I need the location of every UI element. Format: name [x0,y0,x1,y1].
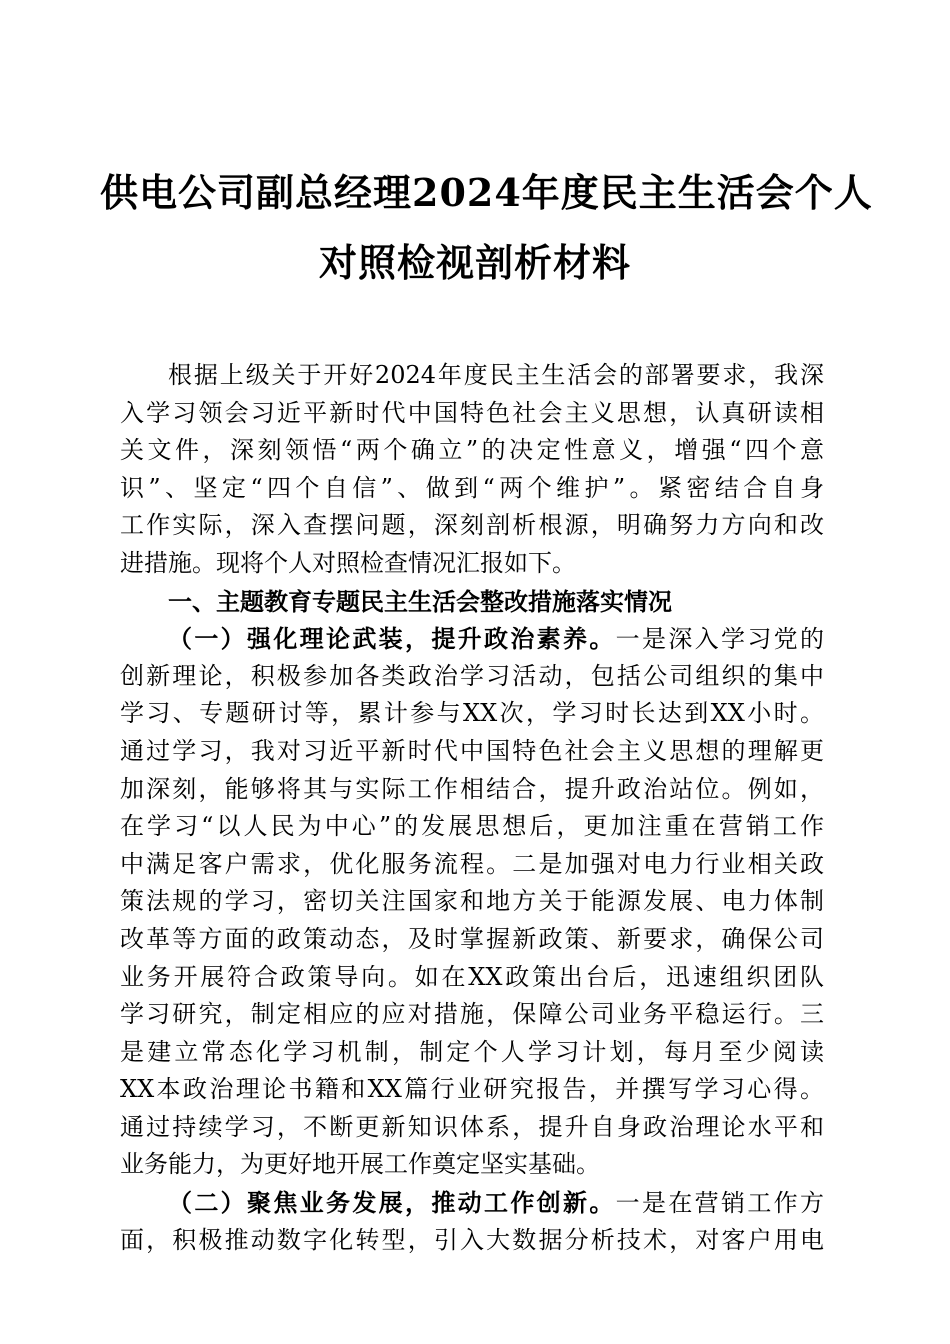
item1-line: 通过学习，我对习近平新时代中国特色社会主义思想的理解更 [120,736,824,765]
item2-lead: （二）聚焦业务发展，推动工作创新。 [168,1188,616,1218]
item1-line: 中满足客户需求，优化服务流程。二是加强对电力行业相关政 [120,849,824,878]
intro-line: 入学习领会习近平新时代中国特色社会主义思想，认真研读相 [120,398,824,427]
item2-first-rest: 一是在营销工作方 [615,1189,825,1218]
section-heading: 一、主题教育专题民主生活会整改措施落实情况 [168,586,672,616]
item1-line: 业务能力，为更好地开展工作奠定坚实基础。 [120,1150,600,1179]
item1-line: 业务开展符合政策导向。如在XX政策出台后，迅速组织团队 [120,962,824,991]
item1-line: 学习研究，制定相应的应对措施，保障公司业务平稳运行。三 [120,1000,824,1029]
item1-lead: （一）强化理论武装，提升政治素养。 [168,624,616,654]
item1-line: 在学习“以人民为中心”的发展思想后，更加注重在营销工作 [120,812,824,841]
document-body [120,357,824,1259]
item1-line: 改革等方面的政策动态，及时掌握新政策、新要求，确保公司 [120,924,824,953]
document-title-line1: 供电公司副总经理2024年度民主生活会个人 [100,170,873,215]
item1-line: 是建立常态化学习机制，制定个人学习计划，每月至少阅读 [120,1037,824,1066]
item1-first-line [120,620,824,658]
item1-line: 策法规的学习，密切关注国家和地方关于能源发展、电力体制 [120,887,824,916]
intro-line: 进措施。现将个人对照检查情况汇报如下。 [120,548,576,577]
document-title-line2: 对照检视剖析材料 [318,240,631,285]
item2-first-line [120,1184,824,1222]
intro-line: 工作实际，深入查摆问题，深刻剖析根源，明确努力方向和改 [120,511,824,540]
intro-line: 识”、坚定“四个自信”、做到“两个维护”。紧密结合自身 [120,473,824,502]
item1-line: 学习、专题研讨等，累计参与XX次，学习时长达到XX小时。 [120,699,824,728]
intro-line: 根据上级关于开好2024年度民主生活会的部署要求，我深 [168,361,824,389]
item1-line: 通过持续学习，不断更新知识体系，提升自身政治理论水平和 [120,1112,824,1141]
item1-line: 加深刻，能够将其与实际工作相结合，提升政治站位。例如， [120,774,824,803]
item1-line: 创新理论，积极参加各类政治学习活动，包括公司组织的集中 [120,661,824,690]
item1-line: XX本政治理论书籍和XX篇行业研究报告，并撰写学习心得。 [120,1075,824,1104]
item1-first-rest: 一是深入学习党的 [615,625,825,654]
intro-line: 关文件，深刻领悟“两个确立”的决定性意义，增强“四个意 [120,436,824,465]
item2-line: 面，积极推动数字化转型，引入大数据分析技术，对客户用电 [120,1225,824,1254]
